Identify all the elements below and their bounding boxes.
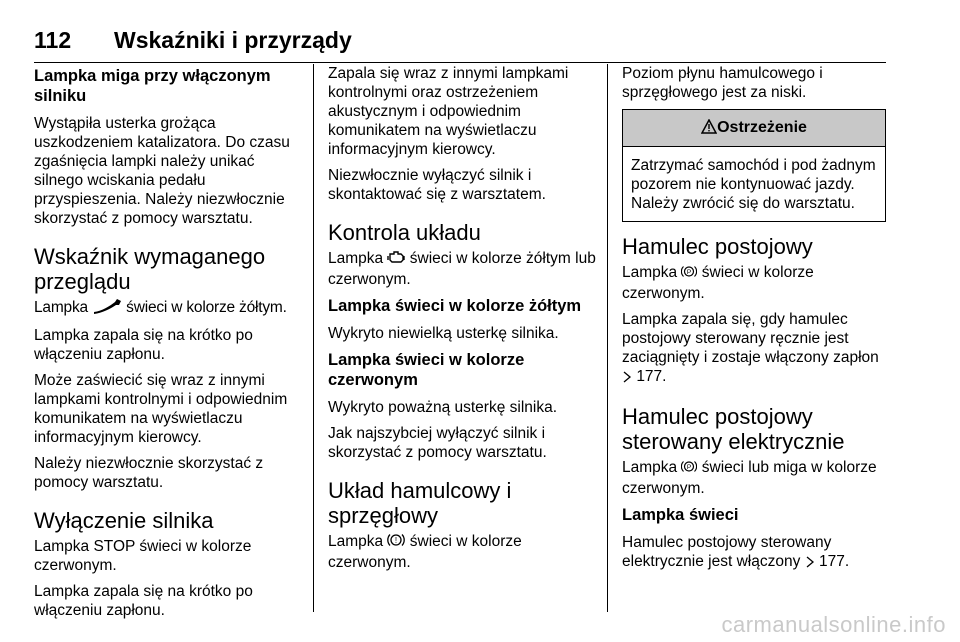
svg-text:P: P [687,464,692,471]
page-reference-icon [805,554,815,573]
paragraph: Poziom płynu hamulcowego i sprzęgłowego jest za niski. [622,65,823,101]
paragraph: Zapala się wraz z innymi lampkami kontrolnymi oraz ostrzeżeniem akustycznym i odpowiednim komunikatem na wyświetlaczu informacyjnym kierowcy. [328,65,569,158]
page-number: 112 [34,27,72,53]
paragraph: Niezwłocznie wyłączyć silnik i skontaktować się z warsztatem. [328,167,546,203]
warning-text: Zatrzymać samochód i pod żadnym pozorem nie kontynuować jazdy. Należy zwrócić się do warsztatu. [631,157,876,212]
page-reference-icon [622,369,632,388]
column-2 [328,64,596,579]
svg-text:P: P [687,269,692,276]
paragraph: Należy niezwłocznie skorzystać z pomocy warsztatu. [34,455,264,491]
heading-yellow: Lampka świeci w kolorze żółtym [328,297,582,315]
warning-box [622,109,886,222]
parking-brake-icon [681,459,697,479]
heading-stop: Wyłączenie silnika [34,508,214,533]
heading-brake: Układ hamulcowy i sprzęgłowy [328,478,512,528]
page-header [34,22,886,63]
paragraph: Lampka zapala się, gdy hamulec postojowy sterowany ręcznie jest zaciągnięty i zostaje włączony zapłon 177. [622,310,886,388]
paragraph: Wystąpiła usterka grożąca uszkodzeniem katalizatora. Do czasu zgaśnięcia lampki należy unikać silnego wciskania pedału przyspieszenia. Należy niezwłocznie skorzystać z pomocy warsztatu. [34,115,290,227]
paragraph: Wykryto poważną usterkę silnika. [328,399,558,416]
wrench-icon [92,298,122,319]
heading-system: Kontrola układu [328,220,481,245]
page-title: Wskaźniki i przyrządy [114,27,352,53]
paragraph: Jak najszybciej wyłączyć silnik i skorzystać z pomocy warsztatu. [328,425,547,461]
engine-icon [387,250,405,270]
heading-catalyst: Lampka miga przy włączonym silniku [34,67,271,105]
heading-epb-on: Lampka świeci [622,506,739,524]
warning-header [623,110,885,147]
paragraph: Lampka STOP świeci w kolorze czerwonym. [34,538,252,574]
column-3 [622,64,886,580]
paragraph: Lampka P świeci lub miga w kolorze czerwonym. [622,459,877,497]
paragraph: Lampka świeci w kolorze żółtym. [34,298,302,319]
column-divider [607,64,608,612]
paragraph: Lampka zapala się na krótko po włączeniu zapłonu. [34,327,253,363]
heading-red: Lampka świeci w kolorze czerwonym [328,351,525,389]
column-1 [34,64,302,627]
paragraph: Może zaświecić się wraz z innymi lampkami kontrolnymi i odpowiednim komunikatem na wyświetlaczu informacyjnym kierowcy. [34,372,288,446]
paragraph: Lampka P świeci w kolorze czerwonym. [622,264,814,302]
warning-triangle-icon [701,112,717,148]
heading-epb: Hamulec postojowy sterowany elektrycznie [622,404,845,454]
svg-text:!: ! [395,536,398,545]
warning-title: Ostrzeżenie [717,119,807,136]
paragraph: Wykryto niewielką usterkę silnika. [328,325,559,342]
paragraph: Lampka ! świeci w kolorze czerwonym. [328,533,522,571]
parking-brake-icon [681,264,697,284]
brake-warning-icon [387,532,405,553]
paragraph: Hamulec postojowy sterowany elektrycznie jest włączony 177. [622,533,886,573]
heading-service: Wskaźnik wymaganego przeglądu [34,244,266,294]
paragraph: Lampka świeci w kolorze żółtym lub czerwonym. [328,250,596,288]
heading-parking: Hamulec postojowy [622,234,813,259]
paragraph: Lampka zapala się na krótko po włączeniu zapłonu. [34,583,253,619]
watermark: carmanualsonline.info [721,612,946,637]
column-divider [313,64,314,612]
